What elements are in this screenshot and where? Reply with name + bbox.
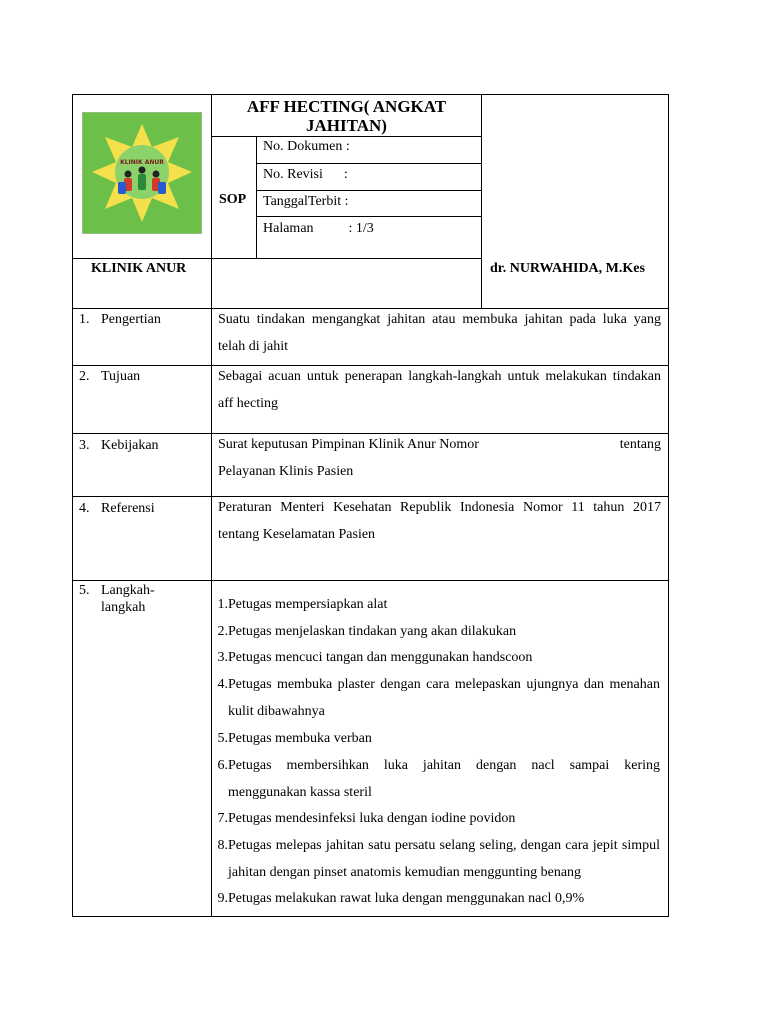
section-number: 1. xyxy=(79,312,90,327)
meta-publish-date: TanggalTerbit : xyxy=(263,194,349,209)
logo-person-body xyxy=(158,182,166,194)
step-item xyxy=(210,672,660,725)
table-border-right xyxy=(668,94,669,917)
section-label-tujuan: Tujuan xyxy=(101,369,141,384)
table-border-left xyxy=(72,94,73,917)
logo-text: KLINIK ANUR xyxy=(120,159,164,166)
meta-page: Halaman : 1/3 xyxy=(263,221,374,236)
section-number: 3. xyxy=(79,438,90,453)
step-item xyxy=(210,645,660,672)
step-number: 7. xyxy=(217,811,228,826)
step-text: Petugas mencuci tangan dan menggunakan handscoon xyxy=(228,650,533,665)
step-text: Petugas melepas jahitan satu persatu selang seling, dengan cara jepit simpul jahitan dengan pinset anatomis kemudian menggunting benang xyxy=(228,838,660,880)
section-label-langkah xyxy=(101,582,155,616)
logo-person-body xyxy=(118,182,126,194)
step-number: 1. xyxy=(217,597,228,612)
doctor-name: dr. NURWAHIDA, M.Kes xyxy=(490,261,645,276)
step-text: Petugas melakukan rawat luka dengan menggunakan nacl 0,9% xyxy=(228,891,585,906)
step-item xyxy=(210,806,660,833)
sop-label: SOP xyxy=(219,192,247,207)
header-bottom-line xyxy=(72,258,482,259)
kebijakan-text-end: tentang xyxy=(619,437,661,452)
step-item xyxy=(210,886,660,913)
logo-person-head xyxy=(125,171,132,178)
logo-person-head xyxy=(153,171,160,178)
section-number: 2. xyxy=(79,369,90,384)
label-line-1: Langkah- xyxy=(101,583,155,598)
section-text-tujuan: Sebagai acuan untuk penerapan langkah-langkah untuk melakukan tindakan aff hecting xyxy=(218,369,661,411)
step-item xyxy=(210,726,660,753)
logo-person-head xyxy=(139,167,146,174)
section-label-kebijakan: Kebijakan xyxy=(101,438,159,453)
step-number: 9. xyxy=(217,891,228,906)
table-border-top xyxy=(72,94,669,95)
table-border-bottom xyxy=(72,916,669,917)
step-number: 2. xyxy=(217,624,228,639)
section-label-referensi: Referensi xyxy=(101,501,155,516)
document-title xyxy=(212,97,481,135)
logo-person-body xyxy=(138,174,146,190)
step-number: 3. xyxy=(217,650,228,665)
section-number: 5. xyxy=(79,583,90,598)
meta-line-3 xyxy=(256,216,482,217)
step-text: Petugas mempersiapkan alat xyxy=(228,597,388,612)
section-label-pengertian: Pengertian xyxy=(101,312,161,327)
logo-graphic xyxy=(82,112,202,234)
step-text: Petugas menjelaskan tindakan yang akan dilakukan xyxy=(228,624,517,639)
title-line-2: JAHITAN) xyxy=(306,116,387,135)
step-text: Petugas mendesinfeksi luka dengan iodine povidon xyxy=(228,811,516,826)
step-item xyxy=(210,753,660,806)
clinic-logo xyxy=(82,112,202,234)
step-number: 8. xyxy=(217,838,228,853)
kebijakan-line-2: Pelayanan Klinis Pasien xyxy=(218,464,354,479)
meta-document-number: No. Dokumen : xyxy=(263,139,350,154)
sop-divider xyxy=(256,136,257,258)
section-text-pengertian: Suatu tindakan mengangkat jahitan atau membuka jahitan pada luka yang telah di jahit xyxy=(218,312,661,354)
title-bottom-line xyxy=(211,136,482,137)
meta-line-2 xyxy=(256,190,482,191)
section-number: 4. xyxy=(79,501,90,516)
step-item xyxy=(210,833,660,886)
step-text: Petugas membuka plaster dengan cara melepaskan ujungnya dan menahan kulit dibawahnya xyxy=(228,677,660,719)
step-text: Petugas membersihkan luka jahitan dengan nacl sampai kering menggunakan kassa steril xyxy=(228,758,660,800)
header-right-divider xyxy=(481,94,482,309)
kebijakan-line-1 xyxy=(218,431,661,458)
step-number: 4. xyxy=(217,677,228,692)
step-item xyxy=(210,619,660,646)
section-text-referensi: Peraturan Menteri Kesehatan Republik Indonesia Nomor 11 tahun 2017 tentang Keselamatan Pasien xyxy=(218,500,661,542)
step-item xyxy=(210,592,660,619)
meta-revision: No. Revisi : xyxy=(263,167,348,182)
title-line-1: AFF HECTING( ANGKAT xyxy=(246,97,447,116)
section-text-kebijakan xyxy=(218,431,661,485)
step-number: 6. xyxy=(217,758,228,773)
step-text: Petugas membuka verban xyxy=(228,731,372,746)
kebijakan-text-start: Surat keputusan Pimpinan Klinik Anur Nomor xyxy=(218,437,479,452)
clinic-name: KLINIK ANUR xyxy=(91,261,187,276)
label-line-2: langkah xyxy=(101,600,146,615)
step-number: 5. xyxy=(217,731,228,746)
meta-line-1 xyxy=(256,163,482,164)
section-line-5 xyxy=(72,580,669,581)
